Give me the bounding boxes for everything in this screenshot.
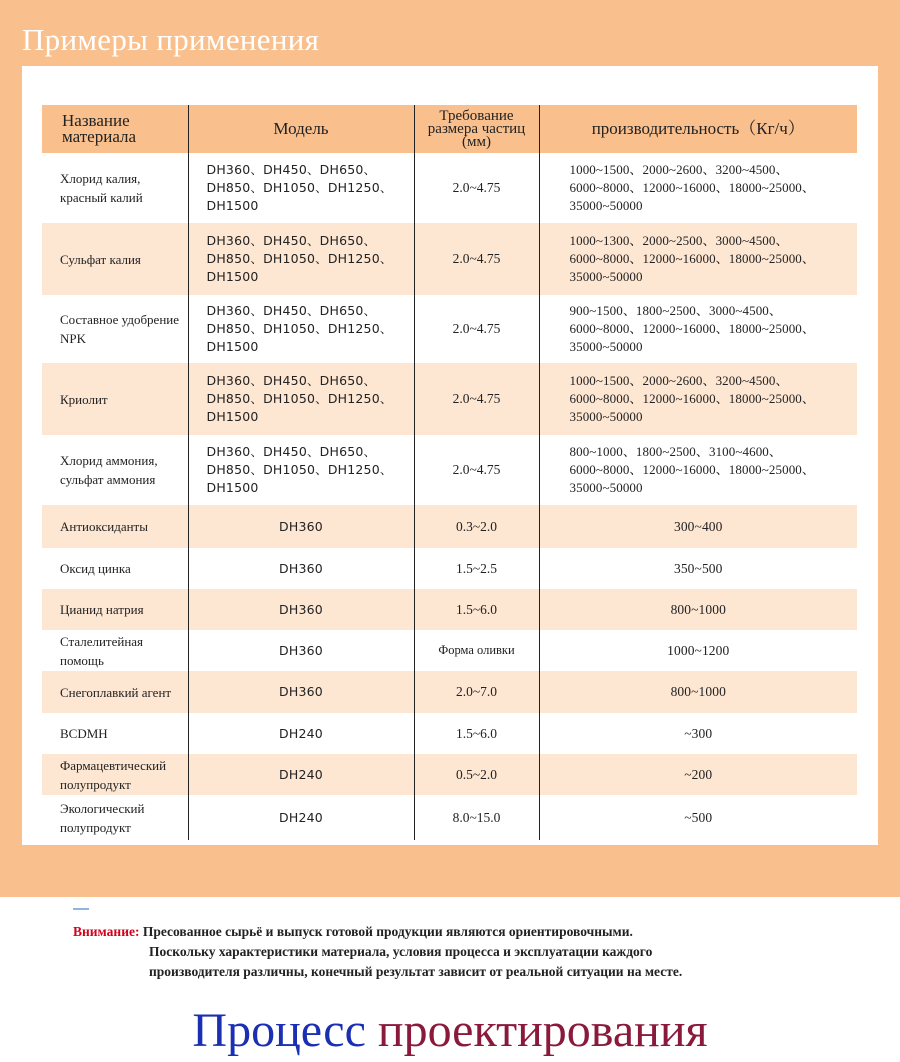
particle-size-cell: 2.0~4.75 — [414, 223, 539, 295]
material-name-cell: Экологический полупродукт — [42, 795, 188, 840]
model-cell: DH240 — [188, 713, 414, 754]
material-name-cell: Криолит — [42, 363, 188, 435]
table-row — [42, 671, 857, 713]
material-name-cell: Хлорид аммония, сульфат аммония — [42, 435, 188, 505]
table-row — [42, 713, 857, 754]
material-name-cell: Сульфат калия — [42, 223, 188, 295]
particle-size-cell: Форма оливки — [414, 630, 539, 671]
table-row — [42, 435, 857, 505]
model-cell: DH360 — [188, 548, 414, 589]
particle-size-cell: 2.0~4.75 — [414, 295, 539, 363]
material-name-cell: Антиоксиданты — [42, 505, 188, 548]
application-table — [42, 105, 857, 840]
table-row — [42, 589, 857, 630]
note-label: Внимание: — [73, 924, 140, 939]
capacity-cell: 900~1500、1800~2500、3000~4500、6000~8000、12000~16000、18000~25000、35000~50000 — [569, 303, 815, 354]
note-line-3: производителя различны, конечный результат зависит от реальной ситуации на месте. — [149, 964, 683, 979]
model-cell: DH360 — [188, 505, 414, 548]
model-cell: DH240 — [188, 795, 414, 840]
particle-size-cell: 2.0~7.0 — [414, 671, 539, 713]
table-header-row — [42, 105, 857, 153]
table-row — [42, 153, 857, 223]
particle-size-cell: 1.5~6.0 — [414, 713, 539, 754]
model-cell: DH360、DH450、DH650、DH850、DH1050、DH1250、DH1500 — [188, 363, 414, 435]
model-cell: DH240 — [188, 754, 414, 795]
note-line-1: Пресованное сырьё и выпуск готовой продукции являются ориентировочными. — [142, 924, 633, 939]
header-model: Модель — [188, 105, 414, 153]
footer-title — [0, 1003, 900, 1058]
model-cell: DH360、DH450、DH650、DH850、DH1050、DH1250、DH1500 — [188, 295, 414, 363]
note-line-2: Поскольку характеристики материала, условия процесса и эксплуатации каждого — [149, 944, 653, 959]
capacity-cell: 300~400 — [539, 505, 857, 548]
material-name-cell: BCDMH — [42, 713, 188, 754]
section-title: Примеры применения — [22, 22, 320, 57]
capacity-cell: 1000~1500、2000~2600、3200~4500、6000~8000、12000~16000、18000~25000、35000~50000 — [539, 363, 857, 435]
capacity-cell: 800~1000 — [539, 589, 857, 630]
capacity-cell: 800~1000 — [539, 671, 857, 713]
decorative-dash — [73, 908, 89, 910]
particle-size-cell: 2.0~4.75 — [414, 363, 539, 435]
capacity-cell: 1000~1300、2000~2500、3000~4500、6000~8000、12000~16000、18000~25000、35000~50000 — [539, 223, 857, 295]
table-row — [42, 795, 857, 840]
table-row — [42, 363, 857, 435]
header-material: Название материала — [42, 105, 188, 153]
particle-size-cell: 8.0~15.0 — [414, 795, 539, 840]
model-cell: DH360、DH450、DH650、DH850、DH1050、DH1250、DH1500 — [188, 223, 414, 295]
table-row — [42, 505, 857, 548]
header-size: Требование размера частиц (мм) — [414, 105, 539, 153]
footer-title-word-2: проектирования — [377, 1004, 708, 1057]
particle-size-cell: 2.0~4.75 — [414, 435, 539, 505]
capacity-cell: 350~500 — [673, 560, 723, 576]
header-capacity: производительность（Кг/ч） — [539, 105, 857, 153]
table-row — [42, 295, 857, 363]
table-row — [42, 754, 857, 795]
capacity-cell: ~200 — [539, 754, 857, 795]
particle-size-cell: 2.0~4.75 — [414, 153, 539, 223]
material-name-cell: Цианид натрия — [42, 589, 188, 630]
capacity-cell: 1000~1500、2000~2600、3200~4500、6000~8000、12000~16000、18000~25000、35000~50000 — [569, 162, 815, 213]
material-name-cell: Оксид цинка — [42, 548, 188, 589]
capacity-cell: 1000~1200 — [667, 642, 730, 658]
model-cell: DH360 — [188, 671, 414, 713]
table-row — [42, 630, 857, 671]
table-body — [42, 153, 857, 840]
note-block — [73, 922, 682, 982]
particle-size-cell: 1.5~6.0 — [414, 589, 539, 630]
table-row — [42, 548, 857, 589]
particle-size-cell: 0.3~2.0 — [414, 505, 539, 548]
capacity-cell: ~500 — [684, 809, 713, 825]
footer-title-word-1: Процесс — [192, 1004, 366, 1057]
material-name-cell: Сталелитейная помощь — [42, 630, 188, 671]
particle-size-cell: 0.5~2.0 — [414, 754, 539, 795]
material-name-cell: Хлорид калия, красный калий — [42, 153, 188, 223]
model-cell: DH360、DH450、DH650、DH850、DH1050、DH1250、DH1500 — [188, 435, 414, 505]
model-cell: DH360 — [188, 630, 414, 671]
model-cell: DH360、DH450、DH650、DH850、DH1050、DH1250、DH1500 — [188, 153, 414, 223]
capacity-cell: 800~1000、1800~2500、3100~4600、6000~8000、12000~16000、18000~25000、35000~50000 — [569, 444, 815, 495]
particle-size-cell: 1.5~2.5 — [414, 548, 539, 589]
model-cell: DH360 — [188, 589, 414, 630]
material-name-cell: Составное удобрение NPK — [42, 295, 188, 363]
capacity-cell: ~300 — [684, 725, 713, 741]
material-name-cell: Фармацевтический полупродукт — [42, 754, 188, 795]
table-row — [42, 223, 857, 295]
material-name-cell: Снегоплавкий агент — [42, 671, 188, 713]
